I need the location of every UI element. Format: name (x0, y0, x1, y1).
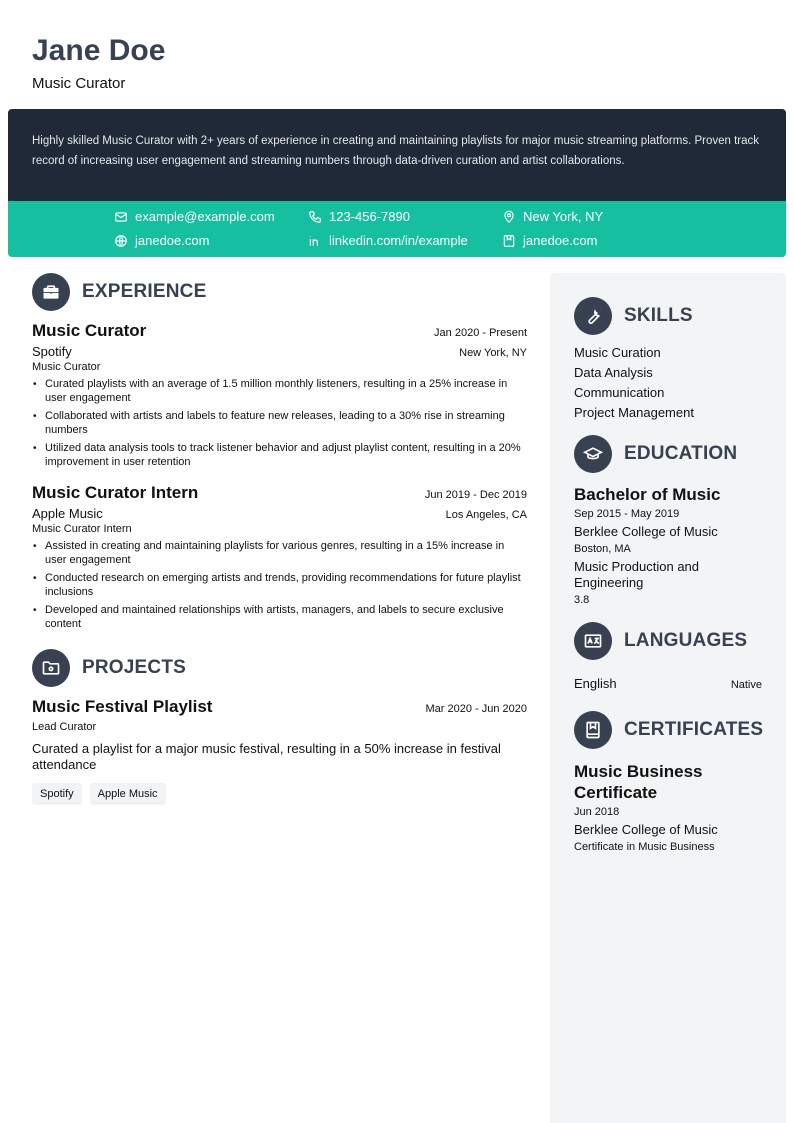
contact-website-text: janedoe.com (135, 233, 210, 248)
certificate-detail: Certificate in Music Business (574, 841, 715, 853)
language-level: Native (730, 679, 762, 691)
job-title: Music Curator (32, 321, 147, 340)
certificate-title: Music Business Certificate (574, 762, 703, 802)
bookmark-book-icon (574, 711, 612, 749)
project-item (32, 697, 527, 805)
experience-item (32, 321, 527, 469)
job-bullet: • Collaborated with artists and labels to feature new releases, leading to a 30% rise in streaming numbers (32, 409, 527, 437)
book-icon (502, 234, 516, 248)
linkedin-icon (308, 234, 322, 248)
contact-phone-text: 123-456-7890 (329, 209, 410, 224)
languages-title: LANGUAGES (624, 630, 748, 651)
job-bullet: • Curated playlists with an average of 1.5 million monthly listeners, resulting in a 25% increase in user engagement (32, 377, 527, 405)
job-bullets (32, 539, 527, 631)
contact-bar (8, 201, 786, 257)
main-column (32, 273, 527, 805)
certificate-date: Jun 2018 (574, 806, 620, 818)
contact-email-text: example@example.com (135, 209, 275, 224)
mail-icon (114, 210, 128, 224)
experience-item (32, 483, 527, 631)
skills-header (574, 297, 762, 335)
certificates-header (574, 711, 762, 749)
education-location: Boston, MA (574, 543, 631, 555)
job-location: New York, NY (459, 347, 527, 359)
certificates-title: CERTIFICATES (624, 719, 764, 740)
contact-portfolio[interactable] (502, 233, 597, 248)
project-tag: Spotify (32, 783, 82, 805)
project-tags (32, 783, 527, 805)
projects-header (32, 649, 527, 687)
job-bullets (32, 377, 527, 469)
map-pin-icon (502, 210, 516, 224)
project-description: Curated a playlist for a major music festival, resulting in a 50% increase in festival attendance (32, 741, 501, 772)
translate-icon (574, 622, 612, 660)
project-date: Mar 2020 - Jun 2020 (425, 703, 527, 715)
projects-title: PROJECTS (82, 657, 187, 678)
education-item (574, 485, 762, 606)
education-title: EDUCATION (624, 443, 738, 464)
contact-linkedin[interactable] (308, 233, 468, 248)
certificate-item (574, 761, 762, 853)
education-gpa: 3.8 (574, 594, 590, 606)
education-field: Music Production and Engineering (574, 559, 700, 590)
language-item (574, 676, 762, 691)
job-date: Jun 2019 - Dec 2019 (424, 489, 527, 501)
job-bullet: • Utilized data analysis tools to track listener behavior and adjust playlist content, resulting in a 20% improvement in user retention (32, 441, 527, 469)
education-degree: Bachelor of Music (574, 485, 721, 504)
project-title: Music Festival Playlist (32, 697, 213, 716)
job-role: Music Curator (32, 361, 101, 373)
languages-header (574, 622, 762, 660)
candidate-name: Jane Doe (32, 34, 166, 67)
folder-icon (32, 649, 70, 687)
education-header (574, 435, 762, 473)
experience-title: EXPERIENCE (82, 281, 207, 302)
education-date: Sep 2015 - May 2019 (574, 508, 680, 520)
experience-header (32, 273, 527, 311)
contact-linkedin-text: linkedin.com/in/example (329, 233, 468, 248)
summary-text: Highly skilled Music Curator with 2+ years of experience in creating and maintaining playlists for major music streaming platforms. Proven track record of increasing user engagement and streaming numbers through data-driven curation and artist collaborations. (32, 135, 760, 167)
resume-header (32, 34, 165, 93)
contact-location (502, 209, 603, 224)
job-role: Music Curator Intern (32, 523, 132, 535)
job-company: Spotify (32, 344, 72, 359)
skills-title: SKILLS (624, 305, 693, 326)
job-date: Jan 2020 - Present (434, 327, 527, 339)
candidate-title: Music Curator (32, 75, 126, 92)
graduation-cap-icon (574, 435, 612, 473)
skill-item: Communication (574, 385, 665, 400)
briefcase-icon (32, 273, 70, 311)
wrench-icon (574, 297, 612, 335)
education-school: Berklee College of Music (574, 524, 718, 539)
contact-phone[interactable] (308, 209, 410, 224)
summary-banner (8, 109, 786, 201)
contact-portfolio-text: janedoe.com (523, 233, 598, 248)
job-company: Apple Music (32, 506, 103, 521)
contact-location-text: New York, NY (523, 209, 604, 224)
job-bullet: • Conducted research on emerging artists and trends, providing recommendations for future playlist inclusions (32, 571, 527, 599)
sidebar (550, 273, 786, 1123)
skills-list (574, 343, 762, 423)
project-role: Lead Curator (32, 721, 97, 733)
job-bullet: • Assisted in creating and maintaining playlists for various genres, resulting in a 15% increase in user engagement (32, 539, 527, 567)
contact-website[interactable] (114, 233, 209, 248)
job-location: Los Angeles, CA (445, 509, 527, 521)
globe-icon (114, 234, 128, 248)
skill-item: Project Management (574, 405, 694, 420)
certificate-issuer: Berklee College of Music (574, 822, 718, 837)
skill-item: Music Curation (574, 345, 661, 360)
contact-email[interactable] (114, 209, 275, 224)
skill-item: Data Analysis (574, 365, 653, 380)
language-name: English (574, 676, 617, 691)
phone-icon (308, 210, 322, 224)
job-bullet: • Developed and maintained relationships with artists, managers, and labels to secure exclusive content (32, 603, 527, 631)
project-tag: Apple Music (90, 783, 166, 805)
job-title: Music Curator Intern (32, 483, 199, 502)
